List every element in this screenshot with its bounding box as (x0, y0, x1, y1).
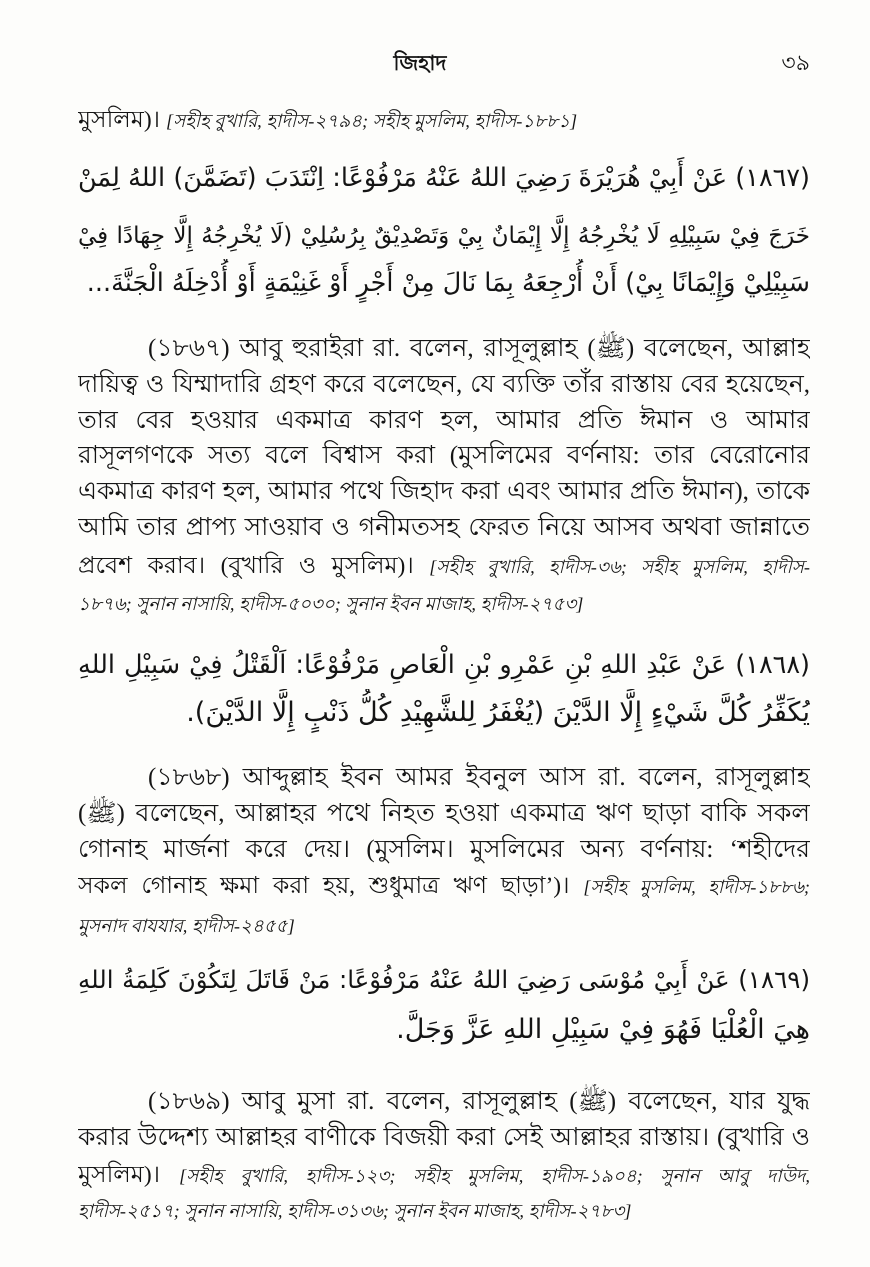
bengali-text: সকল গোনাহ ক্ষমা করা হয়, শুধুমাত্র ঋণ ছাড়া’)। (78, 873, 570, 899)
bengali-line: একমাত্র কারণ হল, আমার পথে জিহাদ করা এবং আমার প্রতি ঈমান), তাকে (78, 478, 810, 505)
bengali-line (78, 907, 810, 943)
arabic-line: هِيَ الْعُلْيَا فَهُوَ فِيْ سَبِيْلِ اللهِ عَزَّ وَجَلَّ. (396, 1014, 810, 1045)
bengali-line: করার উদ্দেশ্য আল্লাহর বাণীকে বিজয়ী করা সেই আল্লাহর রাস্তায়। (বুখারি ও (78, 1124, 810, 1151)
bengali-line (78, 868, 810, 904)
arabic-line: (١٨٦٩) عَنْ أَبِيْ مُوْسَى رَضِيَ اللهُ عَنْهُ مَرْفُوْعًا: مَنْ قَاتَلَ لِتَكُوْنَ كَلِمَةُ اللهِ (78, 965, 810, 994)
arabic-line: سَبِيْلِيْ وَإِيْمَانًا بِيْ) أَنْ أُرْجِعَهُ بِمَا نَالَ مِنْ أَجْرٍ أَوْ غَنِيْمَةٍ أَوْ أُدْخِلَهُ الْجَنَّةَ... (86, 268, 810, 298)
bengali-line: রাসূলগণকে সত্য বলে বিশ্বাস করা (মুসলিমের বর্ণনায়: তার বেরোনোর (78, 442, 810, 469)
citation: ১৮৭৬; সুনান নাসায়ি, হাদীস-৫০৩০; সুনান ইবন মাজাহ, হাদীস-২৭৫৩] (78, 594, 584, 614)
bengali-text: মুসলিম)। (78, 1162, 161, 1188)
arabic-line: خَرَجَ فِيْ سَبِيْلِهِ لَا يُخْرِجُهُ إِلَّا إِيْمَانٌ بِيْ وَتَصْدِيْقٌ بِرُسُلِيْ (لَا يُخْرِجُهُ إِلَّا جِهَادًا فِيْ (78, 223, 810, 249)
page-number: ৩৯ (781, 50, 810, 75)
citation: [সহীহ মুসলিম, হাদীস-১৮৮৬; (583, 877, 810, 897)
carryover-text: মুসলিম)। (78, 107, 161, 133)
bengali-line: গোনাহ মার্জনা করে দেয়। (মুসলিম। মুসলিমের অন্য বর্ণনায়: ‘শহীদের (78, 836, 810, 863)
bengali-line: (১৮৬৮) আব্দুল্লাহ ইবন আমর ইবনুল আস রা. বলেন, রাসূলুল্লাহ (148, 764, 810, 791)
citation: হাদীস-২৫১৭; সুনান নাসায়ি, হাদীস-৩১৩৬; সুনান ইবন মাজাহ, হাদীস-২৭৮৩] (78, 1201, 632, 1221)
citation: মুসনাদ বাযযার, হাদীস-২৪৫৫] (78, 916, 295, 936)
bengali-text: প্রবেশ করাব। (বুখারি ও মুসলিম)। (78, 553, 414, 579)
bengali-line: আমি তার প্রাপ্য সাওয়াব ও গনীমতসহ ফেরত নিয়ে আসব অথবা জান্নাতে (78, 514, 810, 541)
citation: [সহীহ বুখারি, হাদীস-২৭৯৪; সহীহ মুসলিম, হাদীস-১৮৮১] (165, 111, 578, 131)
bengali-line (78, 1192, 810, 1228)
running-header-title: জিহাদ (393, 51, 447, 75)
bengali-line (78, 1157, 810, 1193)
carryover-line (78, 102, 810, 138)
citation: [সহীহ বুখারি, হাদীস-১২৩; সহীহ মুসলিম, হাদীস-১৯০৪; সুনান আবু দাউদ, (179, 1166, 810, 1186)
bengali-line: (১৮৬৭) আবু হুরাইরা রা. বলেন, রাসূলুল্লাহ (ﷺ) বলেছেন, আল্লাহ (148, 335, 810, 362)
arabic-line: (١٨٦٧) عَنْ أَبِيْ هُرَيْرَةَ رَضِيَ اللهُ عَنْهُ مَرْفُوْعًا: اِنْتَدَبَ (تَضَمَّنَ) اللهُ لِمَنْ (78, 163, 810, 193)
bengali-line: তার বের হওয়ার একমাত্র কারণ হল, আমার প্রতি ঈমান ও আমার (78, 407, 810, 434)
bengali-line: দায়িত্ব ও যিম্মাদারি গ্রহণ করে বলেছেন, যে ব্যক্তি তাঁর রাস্তায় বের হয়েছেন, (78, 371, 810, 398)
bengali-line (78, 585, 810, 621)
arabic-line: يُكَفِّرُ كُلَّ شَيْءٍ إِلَّا الدَّيْنَ (يُغْفَرُ لِلشَّهِيْدِ كُلُّ ذَنْبٍ إِلَّا الدَّيْنَ). (186, 697, 810, 728)
citation: [সহীহ বুখারি, হাদীস-৩৬; সহীহ মুসলিম, হাদীস- (429, 557, 810, 577)
bengali-line: (১৮৬৯) আবু মুসা রা. বলেন, রাসূলুল্লাহ (ﷺ) বলেছেন, যার যুদ্ধ (148, 1088, 810, 1115)
bengali-line: (ﷺ) বলেছেন, আল্লাহর পথে নিহত হওয়া একমাত্র ঋণ ছাড়া বাকি সকল (78, 800, 810, 827)
bengali-line (78, 548, 810, 584)
arabic-line: (١٨٦٨) عَنْ عَبْدِ اللهِ بْنِ عَمْرِو بْنِ الْعَاصِ مَرْفُوْعًا: اَلْقَتْلُ فِيْ سَبِيْلِ اللهِ (78, 650, 810, 680)
